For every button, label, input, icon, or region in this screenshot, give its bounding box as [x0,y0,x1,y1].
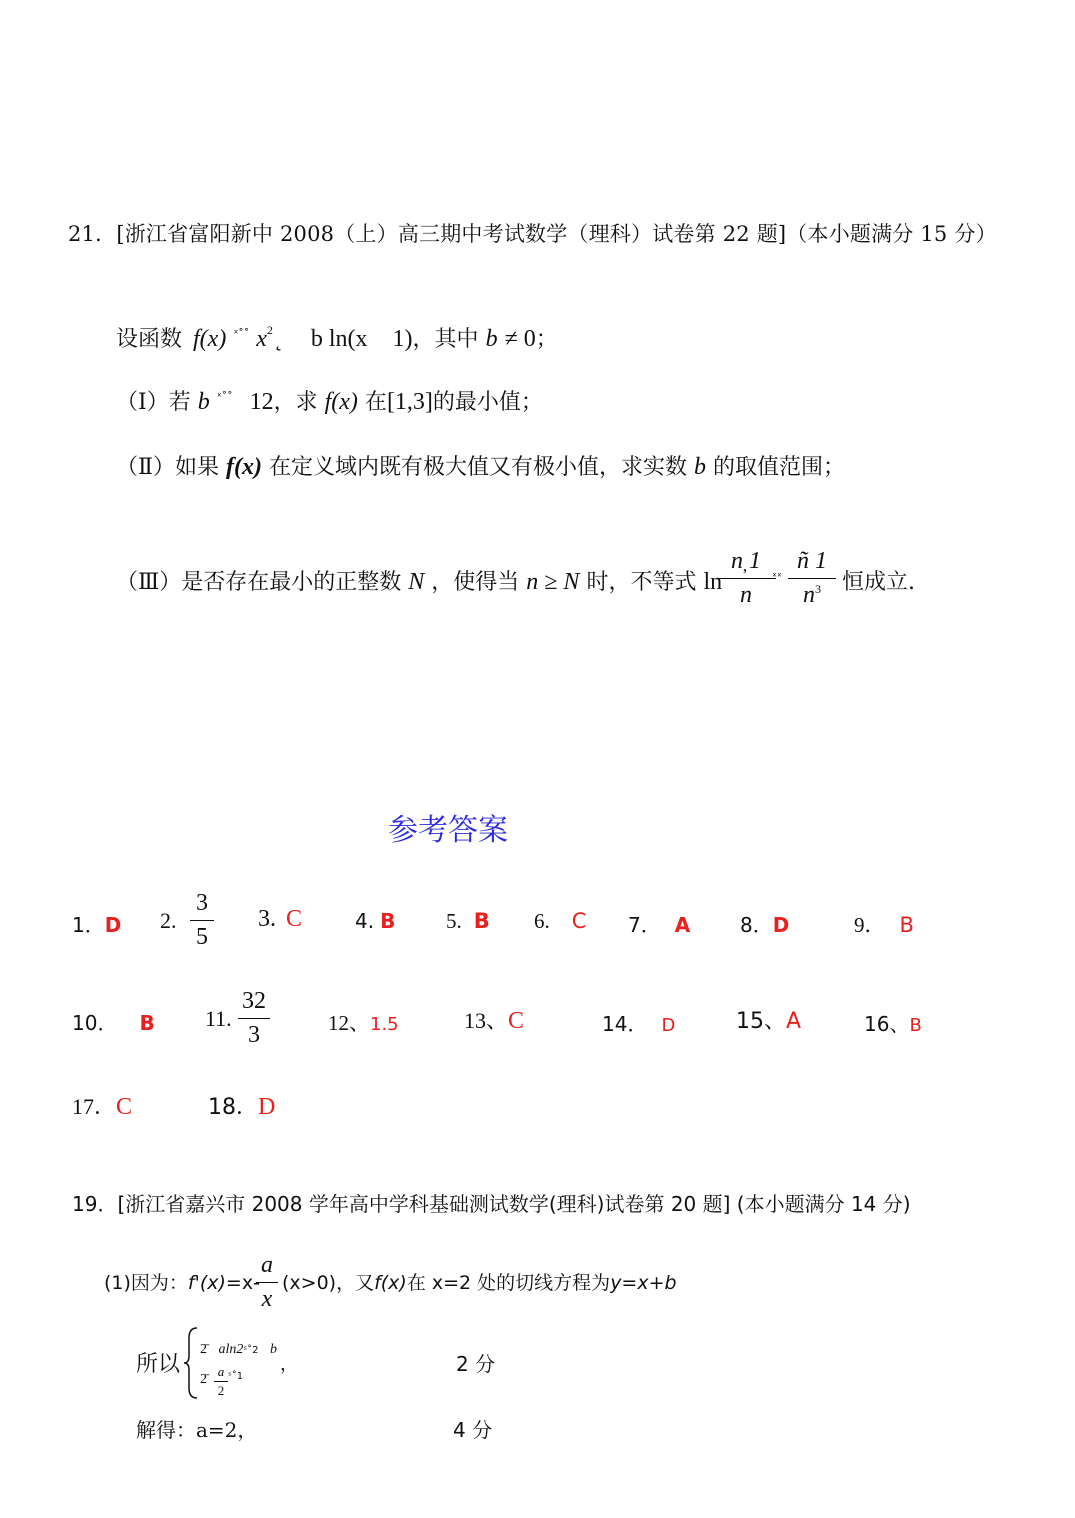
answer-18 [208,1090,275,1121]
answer-4 [355,909,395,933]
answer-number: 18． [208,1095,258,1120]
answer-8 [740,909,789,938]
statement-end: ； [535,327,558,352]
answer-1 [72,909,121,938]
part-3-when: 时，不等式 [586,570,697,595]
statement-where: ，其中 [412,327,479,352]
part-3-label: （Ⅲ）是否存在最小的正整数 [116,570,402,595]
fraction-1-numerator: n̦ 1 [731,548,761,574]
fx-symbol: f(x) [324,389,358,415]
part-3-tail: 恒成立. [842,570,915,595]
equals-x-minus: =x- [225,1272,260,1294]
answer-11-fraction [238,988,270,1049]
fraction-2-denominator: n [803,582,815,608]
part-1 [116,385,543,416]
garbled-glyph: ˣˣ [772,570,782,583]
answer-number: 8． [740,913,773,937]
condition: n ≥ N [526,569,580,595]
system-row-2-fraction [214,1364,228,1399]
statement-lead: 设函数 [116,327,183,352]
solution-fraction [256,1252,278,1313]
answer-choice: D [661,1015,676,1036]
answer-6 [534,909,586,934]
answer-14 [602,1008,675,1037]
fraction-numerator: a [217,1364,225,1379]
answer-number: 6. [534,909,550,933]
neq-zero: ≠ 0 [504,326,536,352]
problem-19-header: 19．[浙江省嘉兴市 2008 学年高中学科基础测试数学(理科)试卷第 20 题] (本小题满分 14 分) [72,1192,911,1216]
fx-symbol: f(x) [225,454,262,480]
row-marker: 2̄ [200,1372,207,1387]
fraction-1-denominator: n [740,582,752,608]
one-term: 1) [392,326,413,352]
garbled-glyph: ˣ˚˚ [233,327,250,340]
answer-choice: B [899,913,914,937]
answer-choice: B [473,909,490,933]
fraction-numerator: a [261,1252,273,1278]
answer-choice: D [772,913,790,937]
answer-number: 12、 [328,1011,370,1035]
dot-glyph: ˛ [272,327,284,352]
answers-title: 参考答案 [388,813,508,848]
answer-17 [72,1090,132,1121]
answer-choice: C [571,909,587,933]
answer-number: 9． [854,913,886,937]
garbled-glyph: ˢ˚2 [243,1345,259,1356]
part-1-label: （Ⅰ）若 [116,390,191,415]
answer-number: 3. [258,906,276,932]
fraction-2 [788,548,836,609]
problem-21-header: 21．[浙江省富阳新中 2008（上）高三期中考试数学（理科）试卷第 22 题]（本小题满分 15 分） [68,222,997,246]
answer-12 [328,1007,399,1037]
x-variable: x [256,326,267,352]
garbled-glyph: ˣ˚˚ [216,390,233,403]
system-row-2 [200,1372,207,1388]
answer-number: 7． [628,913,661,937]
answer-13 [464,1004,524,1035]
answer-number: 4. [355,909,375,933]
answer-number: 10． [72,1011,118,1035]
aln2-term: aln2 [218,1342,244,1357]
part-1-tail: 的最小值； [432,390,543,415]
part-2-text: 在定义域内既有极大值又有极小值，求实数 [268,455,687,480]
answer-number: 16、 [864,1012,910,1036]
system-comma: ， [280,1354,298,1375]
row-marker: 2̄ [200,1342,207,1357]
cube-exponent: 3 [815,582,821,596]
fraction-numerator: 3 [196,890,208,916]
answer-choice: A [674,913,691,937]
part-2 [116,450,845,481]
answer-16 [864,1008,922,1037]
fraction-2-numerator: ñ 1 [797,548,827,574]
fraction-2-denominator-wrap [788,582,836,609]
part-2-label: （Ⅱ）如果 [116,455,219,480]
b-ln-term: b ln(x [310,326,368,352]
answer-choice: C [116,1094,133,1120]
interval: [1,3] [386,389,433,415]
part-1-mid: ，求 [273,390,318,415]
system-lead: 所以 [136,1352,181,1377]
answer-number: 17． [72,1094,117,1119]
answer-number: 15、 [736,1009,786,1034]
part-3-mid: ，使得当 [431,570,520,595]
fx-symbol: f(x) [193,326,227,352]
square-exponent: 2 [266,322,273,337]
b-variable: b [197,389,210,415]
fraction-denominator: x [261,1286,273,1312]
f-prime: f'(x) [187,1272,226,1294]
problem-21-statement [116,322,558,353]
b-value: 12 [249,389,274,415]
fraction-denominator: 5 [196,924,208,950]
solve-score: 4 分 [453,1418,493,1442]
domain-condition: (x>0)，又 [282,1272,375,1294]
answer-10 [72,1007,155,1036]
b-variable: b [485,326,498,352]
system-row-1 [200,1342,277,1358]
ln-symbol: ln [703,569,723,595]
b-variable: b [693,454,706,480]
answer-choice: B [380,909,396,933]
f-of-x: f(x) [374,1272,407,1294]
answer-choice: D [258,1094,276,1120]
part-3 [116,565,722,596]
answer-15 [736,1004,801,1035]
garbled-glyph: ˢ˚1 [228,1371,244,1382]
solution-1 [104,1268,260,1295]
answer-choice: D [104,913,122,937]
system-score: 2 分 [456,1352,496,1376]
answer-number: 1． [72,913,105,937]
answer-11-number: 11. [205,1006,232,1031]
fraction-numerator: 32 [242,988,266,1014]
tangent-text: 在 x=2 处的切线方程为 [406,1272,611,1294]
answer-number: 13、 [464,1008,509,1033]
part-2-tail: 的取值范围； [712,455,845,480]
tangent-line: y=x+b [610,1272,677,1294]
fraction-1 [716,548,776,609]
answer-choice: B [139,1011,155,1035]
answer-5 [446,909,490,934]
solve-line: 解得：a=2， [136,1418,258,1442]
answer-choice: 1.5 [370,1014,399,1035]
fraction-denominator: 3 [248,1022,260,1048]
answer-7 [628,909,690,938]
answer-choice: C [508,1008,525,1034]
answer-2-fraction [190,890,214,951]
b-term: b [269,1342,277,1357]
answer-choice: B [909,1015,922,1036]
solution-1-rest [282,1268,677,1295]
part-1-in: 在 [364,390,387,415]
answer-2-number: 2. [160,908,177,933]
answer-number: 14． [602,1012,648,1036]
fraction-denominator: 2 [217,1383,225,1398]
solution-prefix: (1)因为： [104,1272,188,1294]
N-variable: N [408,569,425,595]
left-brace [183,1326,199,1400]
answer-number: 5. [446,909,462,933]
answer-choice: C [286,906,303,932]
answer-9 [854,909,914,939]
answer-3 [258,906,302,933]
answer-choice: A [786,1009,802,1034]
